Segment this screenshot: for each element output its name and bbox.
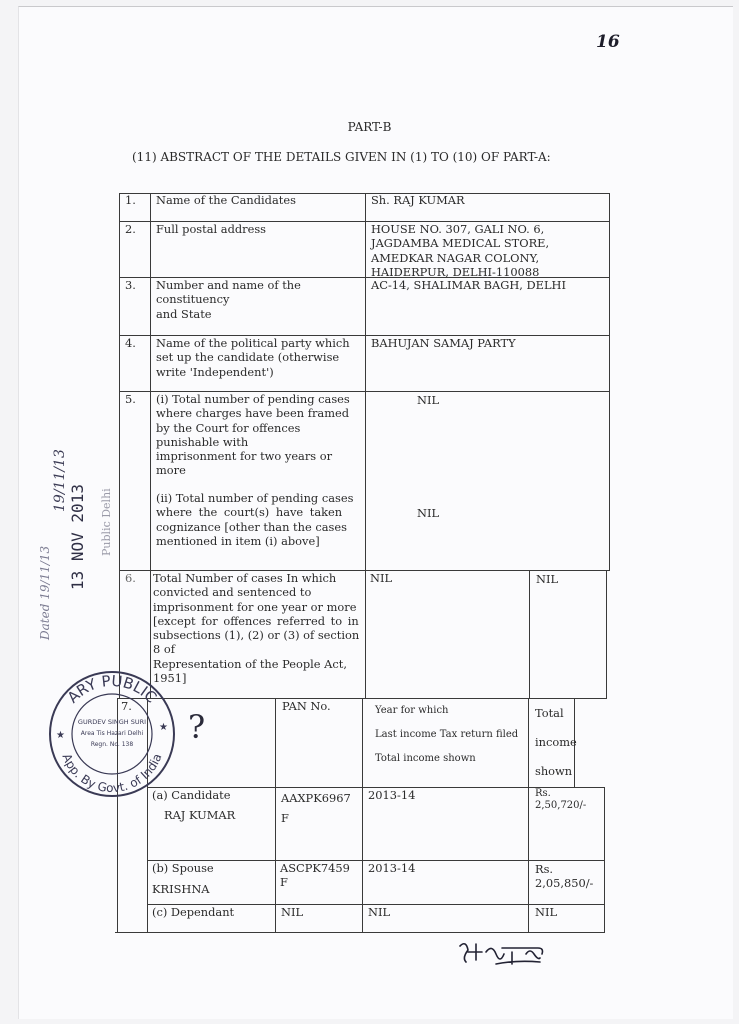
candidate-label: (a) Candidate [152, 788, 231, 802]
part-title: PART-B [347, 120, 392, 134]
row-number: 7. [121, 699, 132, 713]
convicted-cases-value: NIL [536, 572, 559, 586]
row-number: 6. [125, 571, 136, 585]
stamp-top-text: ARY PUBLIC [63, 671, 161, 707]
row-number: 1. [125, 193, 136, 207]
candidate-pan: AAXPK6967 F [281, 791, 351, 825]
postal-address-value: HOUSE NO. 307, GALI NO. 6, JAGDAMBA MEDICAL STORE, AMEDKAR NAGAR COLONY, HAIDERPUR, DELHI-110088 [371, 222, 550, 279]
notary-stamp [46, 668, 178, 798]
stamp-line: Regn. No. 138 [90, 741, 134, 748]
abstract-heading: (11) ABSTRACT OF THE DETAILS GIVEN IN (1) TO (10) OF PART-A: [132, 150, 551, 164]
convicted-cases-value: NIL [370, 571, 393, 585]
candidate-name-value: Sh. RAJ KUMAR [371, 193, 465, 207]
row-number: 3. [125, 278, 136, 292]
stamp-line: GURDEV SINGH SURI [77, 718, 147, 726]
question-mark: ? [188, 708, 206, 746]
dependant-pan: NIL [281, 905, 304, 919]
candidate-year: 2013-14 [368, 788, 416, 802]
pending-cases-ii-value: NIL [417, 506, 440, 520]
pan-header: PAN No. [282, 699, 331, 713]
stamp-star-icon: ★ [159, 722, 168, 733]
margin-handwriting: 19/11/13 [52, 449, 68, 512]
row-number: 2. [125, 222, 136, 236]
stamp-bottom-text: App. By Govt. of India [59, 751, 165, 796]
constituency-label: Number and name of the constituency and State [156, 278, 301, 321]
dependant-label: (c) Dependant [152, 905, 235, 919]
stamp-line: Area Tis Hazari Delhi [80, 730, 144, 737]
total-income-header: Total income shown [535, 706, 577, 778]
stamp-side-text: Public Delhi [100, 488, 113, 556]
signature [456, 938, 552, 968]
page-number: 16 [596, 32, 620, 52]
pending-cases-i-value: NIL [417, 393, 440, 407]
spouse-pan: ASCPK7459 F [280, 861, 350, 890]
spouse-income: Rs. 2,05,850/- [535, 862, 594, 891]
pending-cases-i-label: (i) Total number of pending cases where charges have been framed by the Court for offences punishable with imprisonment for two years or more [156, 392, 350, 478]
candidate-name-label: Name of the Candidates [156, 193, 296, 207]
party-value: BAHUJAN SAMAJ PARTY [371, 336, 516, 350]
dependant-year: NIL [368, 905, 391, 919]
spouse-name: KRISHNA [152, 882, 210, 896]
pending-cases-ii-label: (ii) Total number of pending cases where the court(s) have taken cognizance [other than the cases mentioned in item (i) above] [156, 491, 354, 548]
row-number: 4. [125, 336, 136, 350]
year-header: Year for which Last income Tax return filed Total income shown [375, 705, 519, 764]
constituency-value: AC-14, SHALIMAR BAGH, DELHI [371, 278, 566, 292]
candidate-income: Rs. 2,50,720/- [535, 788, 587, 811]
postal-address-label: Full postal address [156, 222, 267, 236]
dependant-income: NIL [535, 905, 558, 919]
spouse-year: 2013-14 [368, 861, 416, 875]
stamp-date: 13 NOV 2013 [68, 484, 87, 590]
row-number: 5. [125, 392, 136, 406]
margin-handwriting: Dated 19/11/13 [38, 545, 52, 640]
convicted-cases-label: Total Number of cases In which convicted and sentenced to imprisonment for one year or more [except for offences referred to in subsections (1), (2) or (3) of section 8 of Representation of the People Act, 1951] [153, 571, 360, 686]
candidate-name: RAJ KUMAR [164, 808, 236, 822]
stamp-star-icon: ★ [56, 730, 65, 741]
party-label: Name of the political party which set up the candidate (otherwise write 'Independent') [156, 336, 350, 379]
spouse-label: (b) Spouse [152, 861, 214, 875]
